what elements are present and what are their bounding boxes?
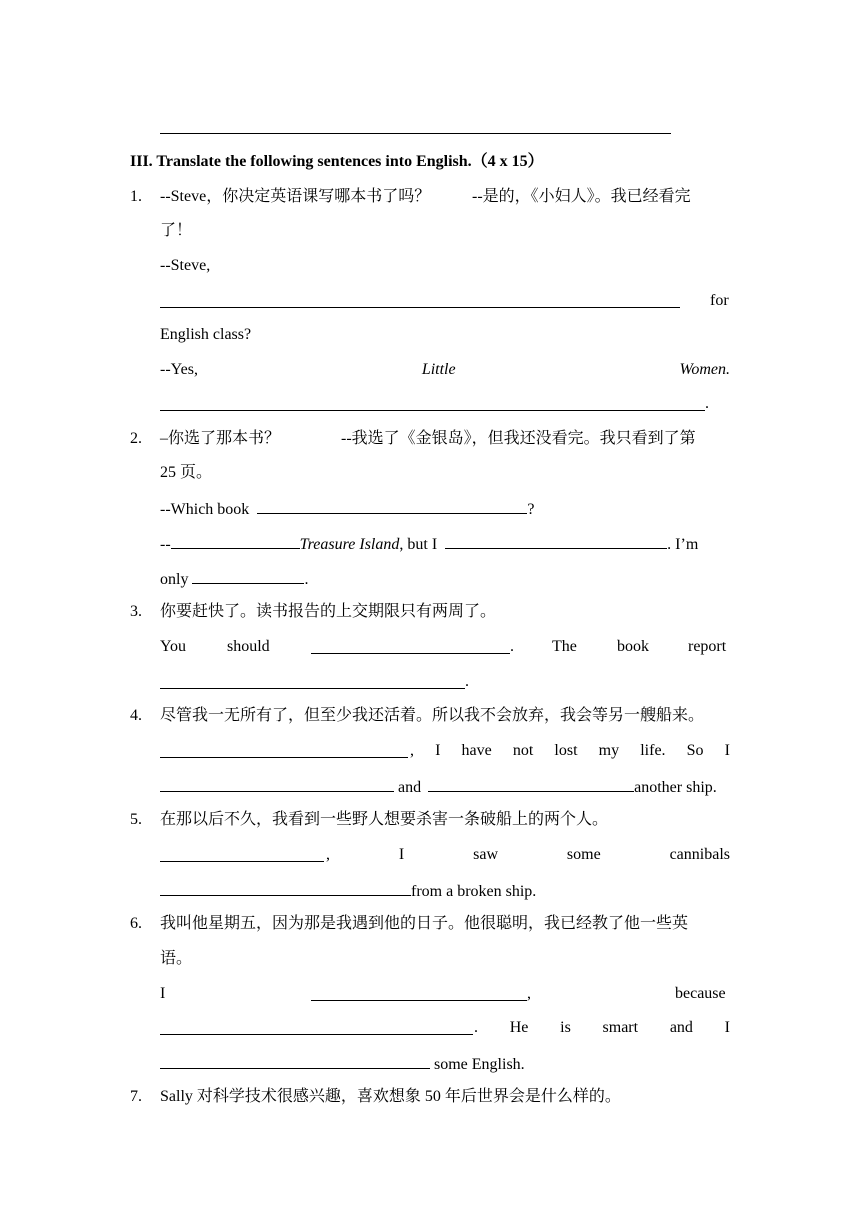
q2-english-3 <box>160 568 308 588</box>
word: I <box>724 1019 730 1036</box>
word: I <box>435 742 441 759</box>
question-number: 6. <box>130 915 142 932</box>
question-number: 4. <box>130 707 142 724</box>
q3-word: report <box>688 638 727 655</box>
q4-english-2 <box>160 776 717 796</box>
word: So <box>686 742 704 759</box>
punct: . <box>474 1019 478 1036</box>
answer-blank[interactable] <box>160 861 324 862</box>
q4-chinese: 尽管我一无所有了，但至少我还活着。所以我不会放弃，我会等另一艘船来。 <box>160 707 705 724</box>
question-number: 3. <box>130 603 142 620</box>
q5-chinese: 在那以后不久，我看到一些野人想要杀害一条破船上的两个人。 <box>160 811 609 828</box>
word: lost <box>554 742 578 759</box>
word: is <box>560 1019 571 1036</box>
q2-chinese-a: –你选了那本书？ <box>160 430 281 447</box>
word: some English. <box>434 1056 525 1073</box>
q1-chinese-c: 了！ <box>160 222 193 239</box>
question-number: 7. <box>130 1088 142 1105</box>
q3-chinese: 你要赶快了。读书报告的上交期限只有两周了。 <box>160 603 497 620</box>
answer-line <box>160 133 671 134</box>
q6-word: I <box>160 985 166 1002</box>
word: life. <box>640 742 666 759</box>
q6-english-2 <box>474 1018 730 1038</box>
word: smart <box>602 1019 639 1036</box>
answer-blank[interactable] <box>160 410 705 411</box>
q3-word: The <box>552 638 577 655</box>
q7-chinese: Sally 对科学技术很感兴趣，喜欢想象 50 年后世界会是什么样的。 <box>160 1088 621 1105</box>
question-number: 1. <box>130 188 142 205</box>
answer-blank[interactable] <box>257 498 527 514</box>
q6-chinese-a: 我叫他星期五，因为那是我遇到他的日子。他很聪明，我已经教了他一些英 <box>160 915 689 932</box>
answer-blank[interactable] <box>192 568 304 584</box>
answer-blank[interactable] <box>428 776 634 792</box>
answer-blank[interactable] <box>160 688 465 689</box>
answer-blank[interactable] <box>160 307 680 308</box>
punct: . <box>304 571 309 588</box>
q6-english-3 <box>160 1053 525 1073</box>
q1-english-2-end: for <box>710 292 729 309</box>
answer-blank[interactable] <box>171 533 300 549</box>
word: , but I <box>399 536 438 553</box>
q2-english-2 <box>160 533 698 553</box>
q6-punct: , <box>527 985 531 1002</box>
word: and <box>669 1019 693 1036</box>
q3-punct: . <box>510 638 514 655</box>
q1-english-1: --Steve, <box>160 257 211 274</box>
q1-english-4 <box>160 360 730 380</box>
word: I <box>724 742 730 759</box>
book-title: Little <box>421 361 456 378</box>
word: only <box>160 571 189 588</box>
question-number: 2. <box>130 430 142 447</box>
q1-chinese-a: --Steve，你决定英语课写哪本书了吗？ <box>160 188 431 205</box>
answer-blank[interactable] <box>311 1000 527 1001</box>
word: I <box>398 846 405 863</box>
answer-blank[interactable] <box>160 776 394 792</box>
book-title: Women. <box>679 361 730 378</box>
punct: ? <box>527 501 535 518</box>
punct: , <box>326 846 330 863</box>
q6-chinese-b: 语。 <box>160 950 193 967</box>
word: He <box>509 1019 529 1036</box>
word: not <box>512 742 534 759</box>
word: . I’m <box>667 536 699 553</box>
answer-blank[interactable] <box>160 880 411 896</box>
word: cannibals <box>669 846 730 863</box>
question-number: 5. <box>130 811 142 828</box>
q1-english-5-end: . <box>705 395 709 412</box>
word: --Yes, <box>160 361 198 378</box>
section-heading: III. Translate the following sentences into English.（4 x 15） <box>130 153 544 170</box>
answer-blank[interactable] <box>160 1034 473 1035</box>
answer-blank[interactable] <box>311 653 510 654</box>
q5-english-2 <box>160 880 536 900</box>
q2-chinese-b: --我选了《金银岛》，但我还没看完。我只看到了第 <box>341 430 696 447</box>
word: have <box>461 742 492 759</box>
word: -- <box>160 536 171 553</box>
punct: , <box>410 742 414 759</box>
word: and <box>398 779 422 796</box>
answer-blank[interactable] <box>445 533 667 549</box>
word: from a broken ship. <box>411 883 537 900</box>
answer-blank[interactable] <box>160 1053 430 1069</box>
q6-word: because <box>675 985 726 1002</box>
word: saw <box>473 846 498 863</box>
q5-english-1 <box>326 845 730 865</box>
q3-english-2-end: . <box>465 673 469 690</box>
answer-blank[interactable] <box>160 757 408 758</box>
q2-chinese-c: 25 页。 <box>160 464 213 481</box>
word: some <box>566 846 601 863</box>
q1-chinese-b: --是的，《小妇人》。我已经看完 <box>472 188 691 205</box>
q3-word: book <box>617 638 649 655</box>
q3-word: should <box>227 638 270 655</box>
q3-word: You <box>160 638 186 655</box>
q1-english-3: English class? <box>160 326 252 343</box>
q2-english-1 <box>160 498 534 518</box>
book-title: Treasure Island <box>299 536 400 553</box>
q4-english-1 <box>410 741 730 761</box>
word: --Which book <box>160 501 250 518</box>
word: my <box>598 742 620 759</box>
word: another ship. <box>634 779 717 796</box>
